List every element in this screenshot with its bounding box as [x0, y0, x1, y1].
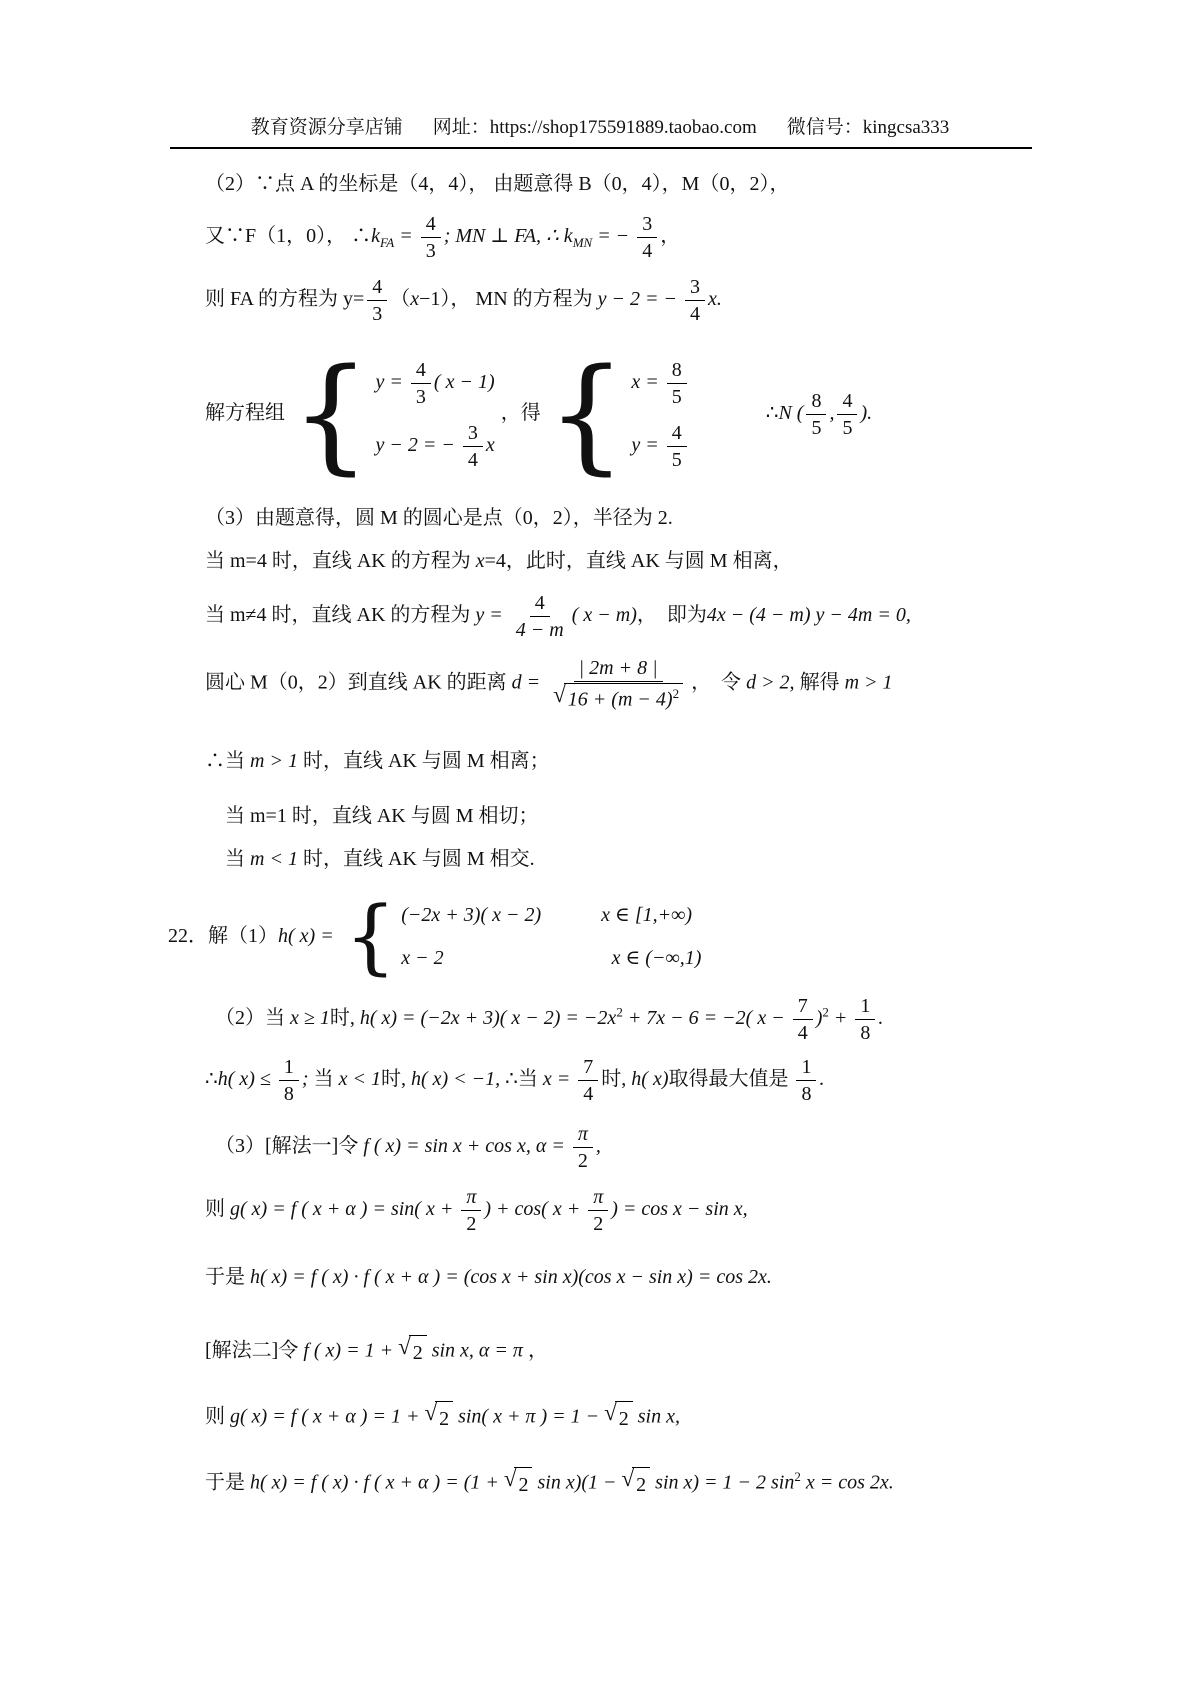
denominator — [573, 1148, 593, 1173]
cases-group — [291, 342, 495, 487]
document-line — [168, 801, 1160, 832]
document-line — [168, 656, 1160, 712]
superscript: 2 — [616, 1004, 623, 1020]
cases-rows — [376, 358, 495, 472]
spacer — [696, 418, 766, 419]
denominator — [667, 384, 687, 409]
text-run: 4 — [534, 592, 545, 614]
text-run: 5 — [671, 448, 682, 471]
math-run: sin x, α = π — [426, 1339, 523, 1362]
document-line — [168, 844, 1160, 875]
math-run: m > 1 — [245, 749, 303, 772]
text-run: 2 — [439, 1407, 450, 1430]
math-run: π — [593, 1185, 604, 1208]
numerator — [637, 212, 657, 238]
text-run: 当 m≠4 时，直线 AK 的方程为 — [205, 604, 476, 627]
text-run: 4 — [467, 448, 478, 471]
text-run: 4 — [671, 421, 682, 444]
text-run: 当 — [225, 847, 245, 870]
math-run: N ( — [778, 402, 804, 425]
math-run: d > 2, — [741, 671, 800, 694]
math-run: , — [829, 402, 835, 425]
text-run: 5 — [671, 385, 682, 408]
numerator — [796, 1055, 816, 1081]
square-root — [553, 683, 683, 712]
cases-row — [401, 900, 692, 931]
text-run: 7 — [583, 1055, 594, 1078]
numerator — [574, 656, 663, 682]
denominator — [796, 1081, 816, 1106]
document-line — [168, 994, 1160, 1045]
shop-name: 教育资源分享店铺 — [250, 117, 403, 138]
text-run: [解法二]令 — [205, 1339, 304, 1362]
fraction — [511, 591, 569, 642]
math-run: m < 1 — [245, 847, 303, 870]
fraction — [367, 275, 387, 326]
text-run: 8 — [671, 358, 682, 381]
denominator — [548, 682, 688, 712]
text-run: 8 — [801, 1082, 812, 1105]
math-run: 16 + (m − 4) — [567, 688, 673, 711]
denominator — [411, 384, 431, 409]
text-run: 时，直线 AK 与圆 M 相交. — [302, 847, 535, 870]
text-run: 2 — [412, 1341, 423, 1364]
text-run: 2 — [577, 1149, 588, 1172]
document-line — [168, 1122, 1160, 1173]
left-brace-icon: { — [546, 342, 627, 487]
document-line — [168, 889, 1160, 984]
text-run: 则 — [205, 1197, 230, 1220]
math-run: k — [371, 225, 381, 248]
page-header — [0, 0, 1200, 139]
text-run: ，得 — [500, 402, 541, 425]
spacer — [444, 963, 612, 964]
denominator — [578, 1081, 598, 1106]
math-run: h( x) = (−2x + 3)( x − 2) = −2x — [354, 1006, 617, 1029]
denominator — [421, 238, 441, 263]
text-run: 3 — [467, 421, 478, 444]
numerator — [667, 358, 687, 384]
math-run: f ( x) = 1 + — [303, 1339, 399, 1362]
text-run: 2 — [466, 1212, 477, 1235]
document-line — [168, 591, 1160, 642]
fraction — [667, 421, 687, 472]
radicand — [615, 1401, 633, 1435]
text-run: ∴ — [765, 402, 779, 425]
math-run: ) + cos( x + — [484, 1197, 586, 1220]
math-run: h( x) = f ( x) · f ( x + α ) = (cos x + sin x)(cos x − sin x) = cos 2x. — [250, 1265, 772, 1288]
document-line — [168, 169, 1160, 200]
text-run: 解方程组 — [205, 402, 285, 425]
text-run: ， 即为 — [636, 604, 707, 627]
numerator — [530, 591, 550, 617]
denominator — [637, 238, 657, 263]
math-run: sin( x + π ) = 1 − — [453, 1405, 605, 1428]
denominator — [855, 1020, 875, 1045]
math-run: h( x) = — [278, 924, 339, 947]
text-run: ， 令 — [691, 671, 742, 694]
numerator — [837, 389, 857, 415]
math-run: k — [563, 225, 573, 248]
text-run: 于是 — [205, 1471, 250, 1494]
math-run: ) = cos x − sin x, — [611, 1197, 748, 1220]
radicand — [435, 1401, 453, 1435]
math-run: h( x) — [626, 1067, 669, 1090]
math-run: g( x) = f ( x + α ) = 1 + — [230, 1405, 425, 1428]
denominator — [367, 301, 387, 326]
math-run: y = — [475, 604, 508, 627]
math-run: = — [394, 225, 418, 248]
fraction — [463, 421, 483, 472]
fraction — [411, 358, 431, 409]
denominator — [463, 447, 483, 472]
text-run: 5 — [842, 417, 853, 439]
radical-sign-icon: √ — [604, 1399, 617, 1425]
fraction — [421, 212, 441, 263]
fraction — [548, 656, 688, 712]
text-run: 5 — [811, 417, 822, 439]
cases-row — [376, 358, 495, 409]
math-run: . — [878, 1006, 884, 1029]
math-run: m > 1 — [839, 671, 893, 694]
math-run: h( x) ≤ — [217, 1067, 276, 1090]
text-run: ∴当 — [505, 1067, 538, 1090]
math-run: x — [485, 433, 495, 456]
text-run: （2）当 — [215, 1006, 285, 1029]
denominator — [667, 447, 687, 472]
radicand — [564, 683, 683, 712]
denominator — [511, 617, 569, 642]
text-run: 4 — [797, 1021, 808, 1044]
text-run: 时，直线 AK 与圆 M 相离； — [302, 749, 550, 772]
text-run: ∴当 — [205, 749, 245, 772]
text-run: 解得 — [799, 671, 840, 694]
math-run: x — [410, 288, 420, 311]
radical-sign-icon: √ — [398, 1333, 411, 1359]
math-run: = − — [592, 225, 635, 248]
document-line — [168, 546, 1160, 577]
math-run: sin x) = 1 − 2 sin — [650, 1471, 795, 1494]
math-run: sin x)(1 − — [532, 1471, 622, 1494]
text-run: 2 — [518, 1473, 529, 1496]
text-run: 1 — [283, 1055, 294, 1078]
numerator — [461, 1185, 481, 1211]
cases-row — [401, 943, 701, 974]
square-root — [622, 1467, 651, 1501]
math-run: x ∈ [1,+∞) — [601, 904, 693, 927]
math-run: + — [828, 1006, 853, 1029]
math-run: | 2m + 8 | — [578, 657, 658, 679]
cases-row — [631, 421, 689, 472]
text-run: 4 — [690, 303, 701, 325]
text-run: 取得最大值是 — [668, 1067, 794, 1090]
text-run: （2）∵点 A 的坐标是（4，4）， 由题意得 B（0，4），M（0，2）， — [205, 173, 790, 195]
math-run: π — [466, 1185, 477, 1208]
text-run: 8 — [811, 390, 822, 412]
superscript: 2 — [672, 686, 680, 701]
numerator — [667, 421, 687, 447]
radicand — [514, 1467, 532, 1501]
text-run: =4，此时，直线 AK 与圆 M 相离， — [484, 550, 793, 572]
math-run: x − 2 — [401, 947, 444, 970]
fraction — [667, 358, 687, 409]
text-run: 圆心 M（0，2）到直线 AK 的距离 — [205, 671, 512, 694]
math-run: 4x − (4 − m) y − 4m = 0, — [706, 604, 911, 627]
math-run: x — [475, 550, 485, 572]
fraction — [461, 1185, 481, 1236]
cases-group — [344, 889, 702, 984]
numerator — [421, 212, 441, 238]
numerator — [367, 275, 387, 301]
cases-rows — [401, 900, 701, 974]
text-run: 又∵F（1，0）， ∴ — [205, 225, 372, 248]
text-run: 则 FA 的方程为 y= — [205, 288, 365, 311]
text-run: ， — [660, 225, 681, 248]
numerator — [578, 1055, 598, 1081]
text-run: 当 — [313, 1067, 334, 1090]
square-root — [398, 1335, 427, 1369]
denominator — [588, 1211, 608, 1236]
fraction — [793, 994, 813, 1045]
subscript: MN — [572, 235, 593, 251]
math-run: ( x − 1) — [433, 370, 495, 393]
site-url: 网址：https://shop175591889.taobao.com — [432, 117, 757, 138]
math-run: y = — [375, 370, 408, 393]
document-line — [168, 1335, 1160, 1369]
radicand — [632, 1467, 650, 1501]
text-run: 4 — [642, 240, 653, 262]
text-run: 时, — [329, 1006, 355, 1029]
square-root — [604, 1401, 633, 1435]
math-run: y − 2 = − — [375, 433, 460, 456]
radical-sign-icon: √ — [424, 1399, 438, 1425]
text-run: 3 — [415, 385, 426, 408]
math-run: ). — [860, 402, 873, 425]
cases-rows — [631, 358, 689, 472]
text-run: 3 — [690, 276, 701, 298]
fraction — [573, 1122, 593, 1173]
math-run: ; — [301, 1067, 314, 1090]
denominator — [837, 415, 857, 440]
math-run: π — [577, 1122, 588, 1145]
text-run: 4 — [415, 358, 426, 381]
text-run: ∴ — [205, 1067, 218, 1090]
math-run: h( x) = f ( x) · f ( x + α ) = (1 + — [250, 1471, 504, 1494]
text-run: （3）[解法一]令 — [215, 1134, 359, 1157]
cases-row — [376, 421, 495, 472]
text-run: 于是 — [205, 1265, 250, 1288]
document-line — [168, 275, 1160, 326]
denominator — [461, 1211, 481, 1236]
fraction — [279, 1055, 299, 1106]
denominator — [793, 1020, 813, 1045]
numerator — [588, 1185, 608, 1211]
math-run: g( x) = f ( x + α ) = sin( x + — [230, 1197, 459, 1220]
numerator — [279, 1055, 299, 1081]
text-run: 3 — [425, 240, 436, 262]
text-run: 8 — [860, 1021, 871, 1044]
radicand — [409, 1335, 427, 1369]
math-run: y = — [631, 433, 664, 456]
spacer — [541, 920, 601, 921]
text-run: 时, — [601, 1067, 627, 1090]
text-run: 8 — [283, 1082, 294, 1105]
document-line — [168, 503, 1160, 534]
document-line — [168, 746, 1160, 777]
text-run: 4 — [583, 1082, 594, 1105]
numerator — [685, 275, 705, 301]
text-run: 7 — [797, 994, 808, 1017]
cases-row — [631, 358, 689, 409]
left-brace-icon: { — [291, 342, 371, 487]
text-run: 2 — [636, 1473, 647, 1496]
text-run: 3 — [642, 213, 653, 235]
math-run: ; MN ⊥ FA, ∴ — [443, 225, 564, 248]
math-run: d = — [511, 671, 546, 694]
subscript: FA — [380, 235, 395, 251]
numerator — [855, 994, 875, 1020]
math-run: 4 − m — [515, 619, 564, 641]
denominator — [279, 1081, 299, 1106]
denominator — [806, 415, 826, 440]
document-line — [168, 212, 1160, 263]
fraction — [588, 1185, 608, 1236]
text-run: 1 — [860, 994, 871, 1017]
text-run: （ — [390, 288, 411, 311]
text-run: 22．解（1） — [168, 924, 278, 947]
math-run: + 7x − 6 = −2( x − — [622, 1006, 790, 1029]
text-run: ， — [522, 1339, 548, 1362]
fraction — [837, 389, 857, 440]
math-run: . — [819, 1067, 825, 1090]
math-run: ) — [815, 1006, 823, 1029]
numerator — [573, 1122, 593, 1148]
text-run: 4 — [842, 390, 853, 412]
fraction — [685, 275, 705, 326]
wechat-id: 微信号：kingcsa333 — [786, 117, 950, 138]
numerator — [463, 421, 483, 447]
math-run: (−2x + 3)( x − 2) — [401, 904, 542, 927]
math-run: , — [595, 1134, 601, 1157]
document-line — [168, 1055, 1160, 1106]
denominator — [685, 301, 705, 326]
math-run: ( x − m) — [571, 604, 637, 627]
text-run: 则 — [205, 1405, 230, 1428]
math-run: x = — [631, 370, 664, 393]
text-run: 3 — [372, 303, 383, 325]
math-run: x < 1 — [333, 1067, 381, 1090]
fraction — [637, 212, 657, 263]
numerator — [806, 389, 826, 415]
math-run: x. — [708, 288, 722, 311]
document-content — [0, 149, 1200, 1501]
radical-sign-icon: √ — [553, 682, 566, 707]
fraction — [855, 994, 875, 1045]
text-run: 2 — [618, 1407, 629, 1430]
text-run: 当 m=4 时，直线 AK 的方程为 — [205, 550, 476, 572]
math-run: sin x, — [632, 1405, 680, 1428]
math-run: x = cos 2x. — [800, 1471, 894, 1494]
square-root — [504, 1467, 533, 1501]
math-run: x ∈ (−∞,1) — [611, 947, 702, 970]
fraction — [806, 389, 826, 440]
math-run: f ( x) = sin x + cos x, α = — [358, 1134, 570, 1157]
document-line — [168, 1467, 1160, 1501]
fraction — [796, 1055, 816, 1106]
math-run: x = — [537, 1067, 576, 1090]
math-run: x ≥ 1 — [285, 1006, 330, 1029]
text-run: 2 — [593, 1212, 604, 1235]
cases-group — [546, 342, 690, 487]
superscript: 2 — [794, 1468, 801, 1484]
numerator — [411, 358, 431, 384]
document-line — [168, 1262, 1160, 1293]
radical-sign-icon: √ — [621, 1465, 635, 1491]
square-root — [424, 1401, 453, 1435]
text-run: （3）由题意得，圆 M 的圆心是点（0，2），半径为 2. — [205, 507, 673, 529]
left-brace-icon: { — [344, 889, 397, 984]
text-run: 4 — [425, 213, 436, 235]
text-run: −1）， MN 的方程为 — [419, 288, 598, 311]
text-run: 时, — [380, 1067, 406, 1090]
numerator — [793, 994, 813, 1020]
document-line — [168, 1401, 1160, 1435]
document-line — [168, 342, 1160, 487]
fraction — [578, 1055, 598, 1106]
math-run: h( x) < −1, — [405, 1067, 506, 1090]
superscript: 2 — [822, 1004, 829, 1020]
document-line — [168, 1185, 1160, 1236]
text-run: 当 m=1 时，直线 AK 与圆 M 相切； — [225, 804, 539, 827]
text-run: 4 — [372, 276, 383, 298]
math-run: y − 2 = − — [597, 288, 683, 311]
text-run: 1 — [801, 1055, 812, 1078]
radical-sign-icon: √ — [503, 1465, 517, 1491]
